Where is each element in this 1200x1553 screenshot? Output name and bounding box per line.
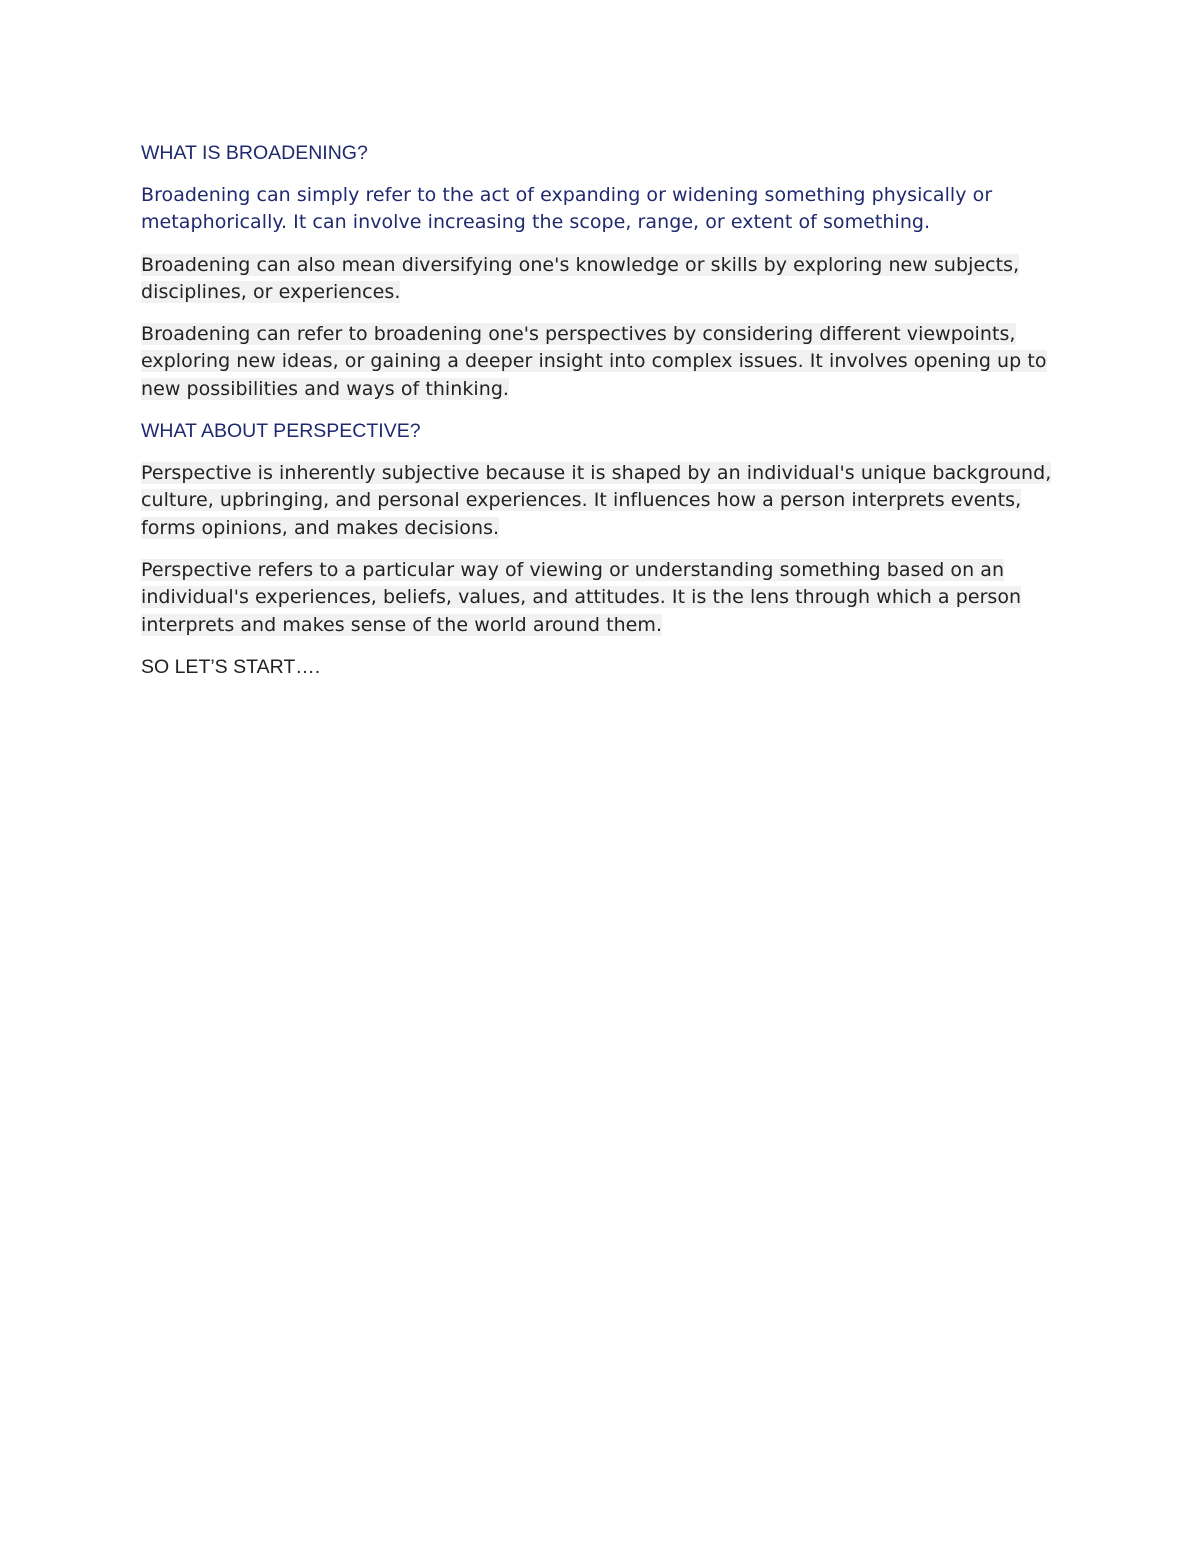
paragraph-broadening-knowledge [141, 252, 1056, 307]
document-body [141, 140, 1056, 681]
paragraph-perspective-subjective-text: Perspective is inherently subjective because it is shaped by an individual's unique background, culture, upbringing, and personal experiences. It influences how a person interprets events, forms opinions, and makes decisions. [141, 462, 1052, 539]
heading-what-about-perspective: WHAT ABOUT PERSPECTIVE? [141, 420, 421, 443]
paragraph-broadening-knowledge-text: Broadening can also mean diversifying one's knowledge or skills by exploring new subjects, disciplines, or experiences. [141, 253, 1020, 303]
paragraph-broadening-perspectives-text: Broadening can refer to broadening one's perspectives by considering different viewpoints, exploring new ideas, or gaining a deeper insight into complex issues. It involves opening up to new possibilities and ways of thinking. [141, 323, 1047, 400]
paragraph-perspective-definition-text: Perspective refers to a particular way of viewing or understanding something based on an individual's experiences, beliefs, values, and attitudes. It is the lens through which a person interprets and makes sense of the world around them. [141, 558, 1022, 636]
heading-what-is-broadening: WHAT IS BROADENING? [141, 142, 368, 164]
paragraph-perspective-subjective [141, 460, 1056, 542]
paragraph-perspective-definition [141, 557, 1056, 639]
paragraph-broadening-definition: Broadening can simply refer to the act of expanding or widening something physically or metaphorically. It can involve increasing the scope, range, or extent of something. [141, 184, 993, 234]
paragraph-broadening-perspectives [141, 321, 1056, 403]
closing-line: SO LET’S START…. [141, 655, 321, 678]
